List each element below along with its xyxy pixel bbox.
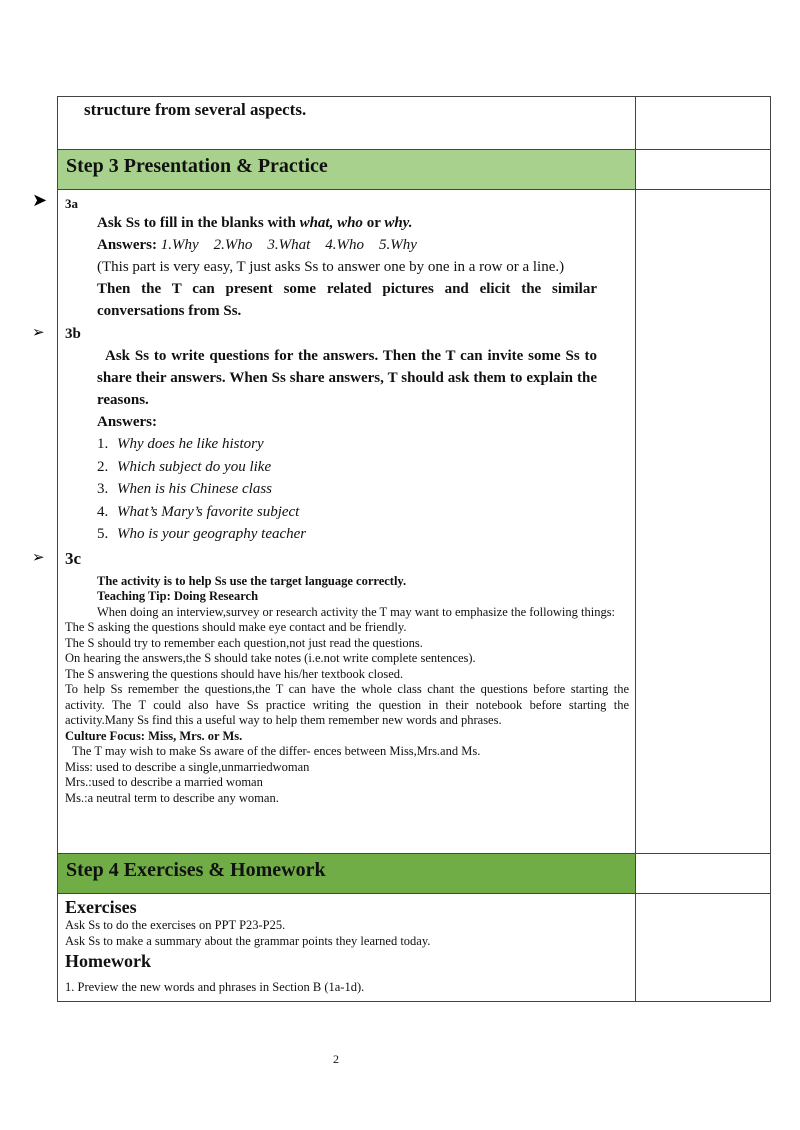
3c-miss: Miss: used to describe a single,unmarriedwoman — [65, 759, 310, 774]
page-number: 2 — [333, 1052, 339, 1066]
arrow-bullet-icon: ➤ — [32, 190, 48, 210]
list-item: 5. Who is your geography teacher — [97, 526, 307, 542]
section-3a — [32, 190, 635, 212]
row-step3-content — [58, 190, 771, 854]
3c-goal: The activity is to help Ss use the target language correctly. — [97, 573, 407, 588]
step4-title: Step 4 Exercises & Homework — [66, 859, 326, 881]
structure-text: structure from several aspects. — [84, 100, 307, 119]
3c-line: The S asking the questions should make eye contact and be friendly. — [65, 620, 407, 634]
step3-content — [32, 190, 635, 806]
section-3a-label: 3a — [65, 196, 78, 211]
3b-answers-label: Answers: — [97, 414, 157, 430]
row-step4-header — [58, 854, 771, 894]
3c-tip-title: Teaching Tip: Doing Research — [97, 589, 259, 603]
row-step4-content — [58, 894, 771, 1002]
3c-culture-body: The T may wish to make Ss aware of the differ- ences between Miss,Mrs.and Ms. — [72, 744, 481, 758]
3c-culture-title: Culture Focus: Miss, Mrs. or Ms. — [65, 728, 243, 743]
3b-answer-list — [58, 433, 635, 546]
3a-answers: Answers: 1.Why 2.Who 3.What 4.Who 5.Why — [97, 237, 417, 253]
list-item: 3. When is his Chinese class — [97, 481, 272, 497]
section-3b — [32, 323, 635, 345]
exercises-line: Ask Ss to do the exercises on PPT P23-P25. — [65, 918, 286, 932]
homework-title: Homework — [65, 951, 151, 971]
list-item: 4. What’s Mary’s favorite subject — [97, 503, 300, 520]
side-cell — [636, 190, 771, 854]
section-3c — [32, 548, 635, 570]
arrow-bullet-icon: ➢ — [32, 549, 45, 566]
structure-cell — [58, 97, 636, 150]
row-step3-header — [58, 150, 771, 190]
3c-mrs: Mrs.:used to describe a married woman — [65, 775, 263, 789]
side-cell — [636, 150, 771, 190]
3c-line: The S should try to remember each question,not just read the questions. — [65, 635, 423, 650]
arrow-bullet-icon: ➢ — [32, 325, 45, 341]
3c-line: On hearing the answers,the S should take notes (i.e.not write complete sentences). — [65, 651, 476, 665]
list-item: 1. Why does he like history — [97, 436, 264, 452]
3b-instruction: Ask Ss to write questions for the answers. Then the T can invite some Ss to share their answers. When Ss share answers, T should ask them to explain the reasons. — [97, 348, 597, 408]
3c-line: To help Ss remember the questions,the T can have the whole class chant the questions before starting the activity. The T could also have Ss practice writing the question in their notebook before starting the activity.Many Ss find this a useful way to help them remember new words and phrases. — [65, 682, 629, 727]
3a-note: (This part is very easy, T just asks Ss to answer one by one in a row or a line.) — [97, 259, 565, 275]
section-3b-label: 3b — [65, 326, 81, 342]
3a-present: Then the T can present some related pictures and elicit the similar conversations from Ss. — [97, 281, 597, 319]
section-3c-label: 3c — [65, 548, 82, 568]
row-structure — [58, 97, 771, 150]
step3-content-cell — [32, 190, 636, 854]
side-cell — [636, 854, 771, 894]
step3-title: Step 3 Presentation & Practice — [66, 155, 328, 177]
exercises-title: Exercises — [65, 897, 137, 917]
side-cell — [636, 894, 771, 1002]
step4-header-cell — [58, 854, 636, 894]
step3-header-cell — [58, 150, 636, 190]
3c-line: The S answering the questions should have his/her textbook closed. — [65, 666, 404, 681]
step4-content-cell — [58, 894, 636, 1002]
exercises-line: Ask Ss to make a summary about the grammar points they learned today. — [65, 933, 431, 948]
3c-tip-body: When doing an interview,survey or research activity the T may want to emphasize the following things: — [97, 604, 616, 619]
list-item: 2. Which subject do you like — [97, 458, 272, 475]
3c-ms: Ms.:a neutral term to describe any woman. — [65, 790, 279, 805]
3a-instruction: Ask Ss to fill in the blanks with what, who or why. — [97, 215, 413, 231]
side-cell — [636, 97, 771, 150]
lesson-plan-table — [32, 96, 771, 1002]
homework-line: 1. Preview the new words and phrases in Section B (1a-1d). — [65, 980, 365, 994]
